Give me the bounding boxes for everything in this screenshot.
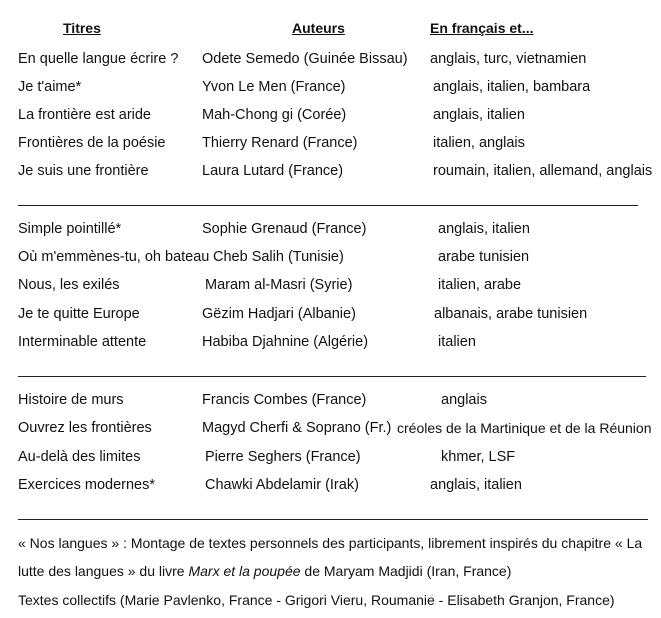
languages-cell: khmer, LSF [441,449,516,465]
table-row [0,417,661,439]
footer-line-1: « Nos langues » : Montage de textes personnels des participants, librement inspirés du chapitre « La [18,535,643,551]
languages-cell: anglais, italien, bambara [433,79,591,95]
header-titles: Titres [63,20,101,36]
languages-cell: anglais, italien [430,477,522,493]
header-authors: Auteurs [292,20,345,36]
languages-cell: anglais, turc, vietnamien [430,51,587,67]
author-cell: Thierry Renard (France) [202,135,358,151]
author-cell: Laura Lutard (France) [202,163,344,179]
author-cell: Magyd Cherfi & Soprano (Fr.) [202,420,392,436]
title-cell: La frontière est aride [18,107,151,123]
table-row [0,76,661,98]
author-cell: Pierre Seghers (France) [205,449,361,465]
title-cell: Exercices modernes* [18,477,155,493]
languages-cell: arabe tunisien [438,249,530,265]
footer-line-3: Textes collectifs (Marie Pavlenko, France - Grigori Vieru, Roumanie - Elisabeth Granjon, France) [18,592,615,608]
author-cell: Habiba Djahnine (Algérie) [202,334,369,350]
languages-cell: italien, anglais [433,135,525,151]
languages-cell: italien, arabe [438,277,522,293]
table-row [0,474,661,496]
table-row [0,218,661,240]
author-cell: Chawki Abdelamir (Irak) [205,477,359,493]
author-cell: Gëzim Hadjari (Albanie) [202,306,356,322]
table-row [0,132,661,154]
table-row [0,446,661,468]
table-row [0,104,661,126]
table-row [0,303,661,325]
author-cell: Sophie Grenaud (France) [202,221,367,237]
table-row [0,389,661,411]
table-row [0,331,661,353]
languages-cell: anglais, italien [433,107,525,123]
table-row [0,48,661,70]
title-cell: Je t'aime* [18,79,82,95]
header-languages: En français et... [430,20,534,36]
table-row [0,160,661,182]
title-cell: Nous, les exilés [18,277,120,293]
title-cell: Où m'emmènes-tu, oh bateau [18,249,210,265]
author-cell: Maram al-Masri (Syrie) [205,277,353,293]
languages-cell: roumain, italien, allemand, anglais [433,163,653,179]
divider [18,376,646,377]
title-cell: Histoire de murs [18,392,124,408]
languages-cell: italien [438,334,476,350]
title-cell: Ouvrez les frontières [18,420,152,436]
languages-cell: anglais, italien [438,221,530,237]
author-cell: Yvon Le Men (France) [202,79,346,95]
footer-line-2-text: lutte des langues » du livre [18,563,189,579]
author-cell: Francis Combes (France) [202,392,367,408]
table-row [0,274,661,296]
title-cell: Interminable attente [18,334,147,350]
divider [18,519,648,520]
title-cell: Au-delà des limites [18,449,141,465]
author-cell: Mah-Chong gi (Corée) [202,107,347,123]
divider [18,205,638,206]
languages-cell: albanais, arabe tunisien [434,306,588,322]
title-cell: En quelle langue écrire ? [18,51,179,67]
languages-cell: créoles de la Martinique et de la Réunion [397,420,652,436]
title-cell: Frontières de la poésie [18,135,166,151]
footer-line-2 [18,560,511,582]
languages-cell: anglais [441,392,487,408]
title-cell: Simple pointillé* [18,221,122,237]
author-cell: Odete Semedo (Guinée Bissau) [202,51,408,67]
author-cell: Cheb Salih (Tunisie) [213,249,344,265]
title-cell: Je te quitte Europe [18,306,140,322]
title-cell: Je suis une frontière [18,163,149,179]
footer-line-2-author: de Maryam Madjidi (Iran, France) [300,563,512,579]
table-row [0,246,661,268]
book-title: Marx et la poupée [188,563,301,579]
